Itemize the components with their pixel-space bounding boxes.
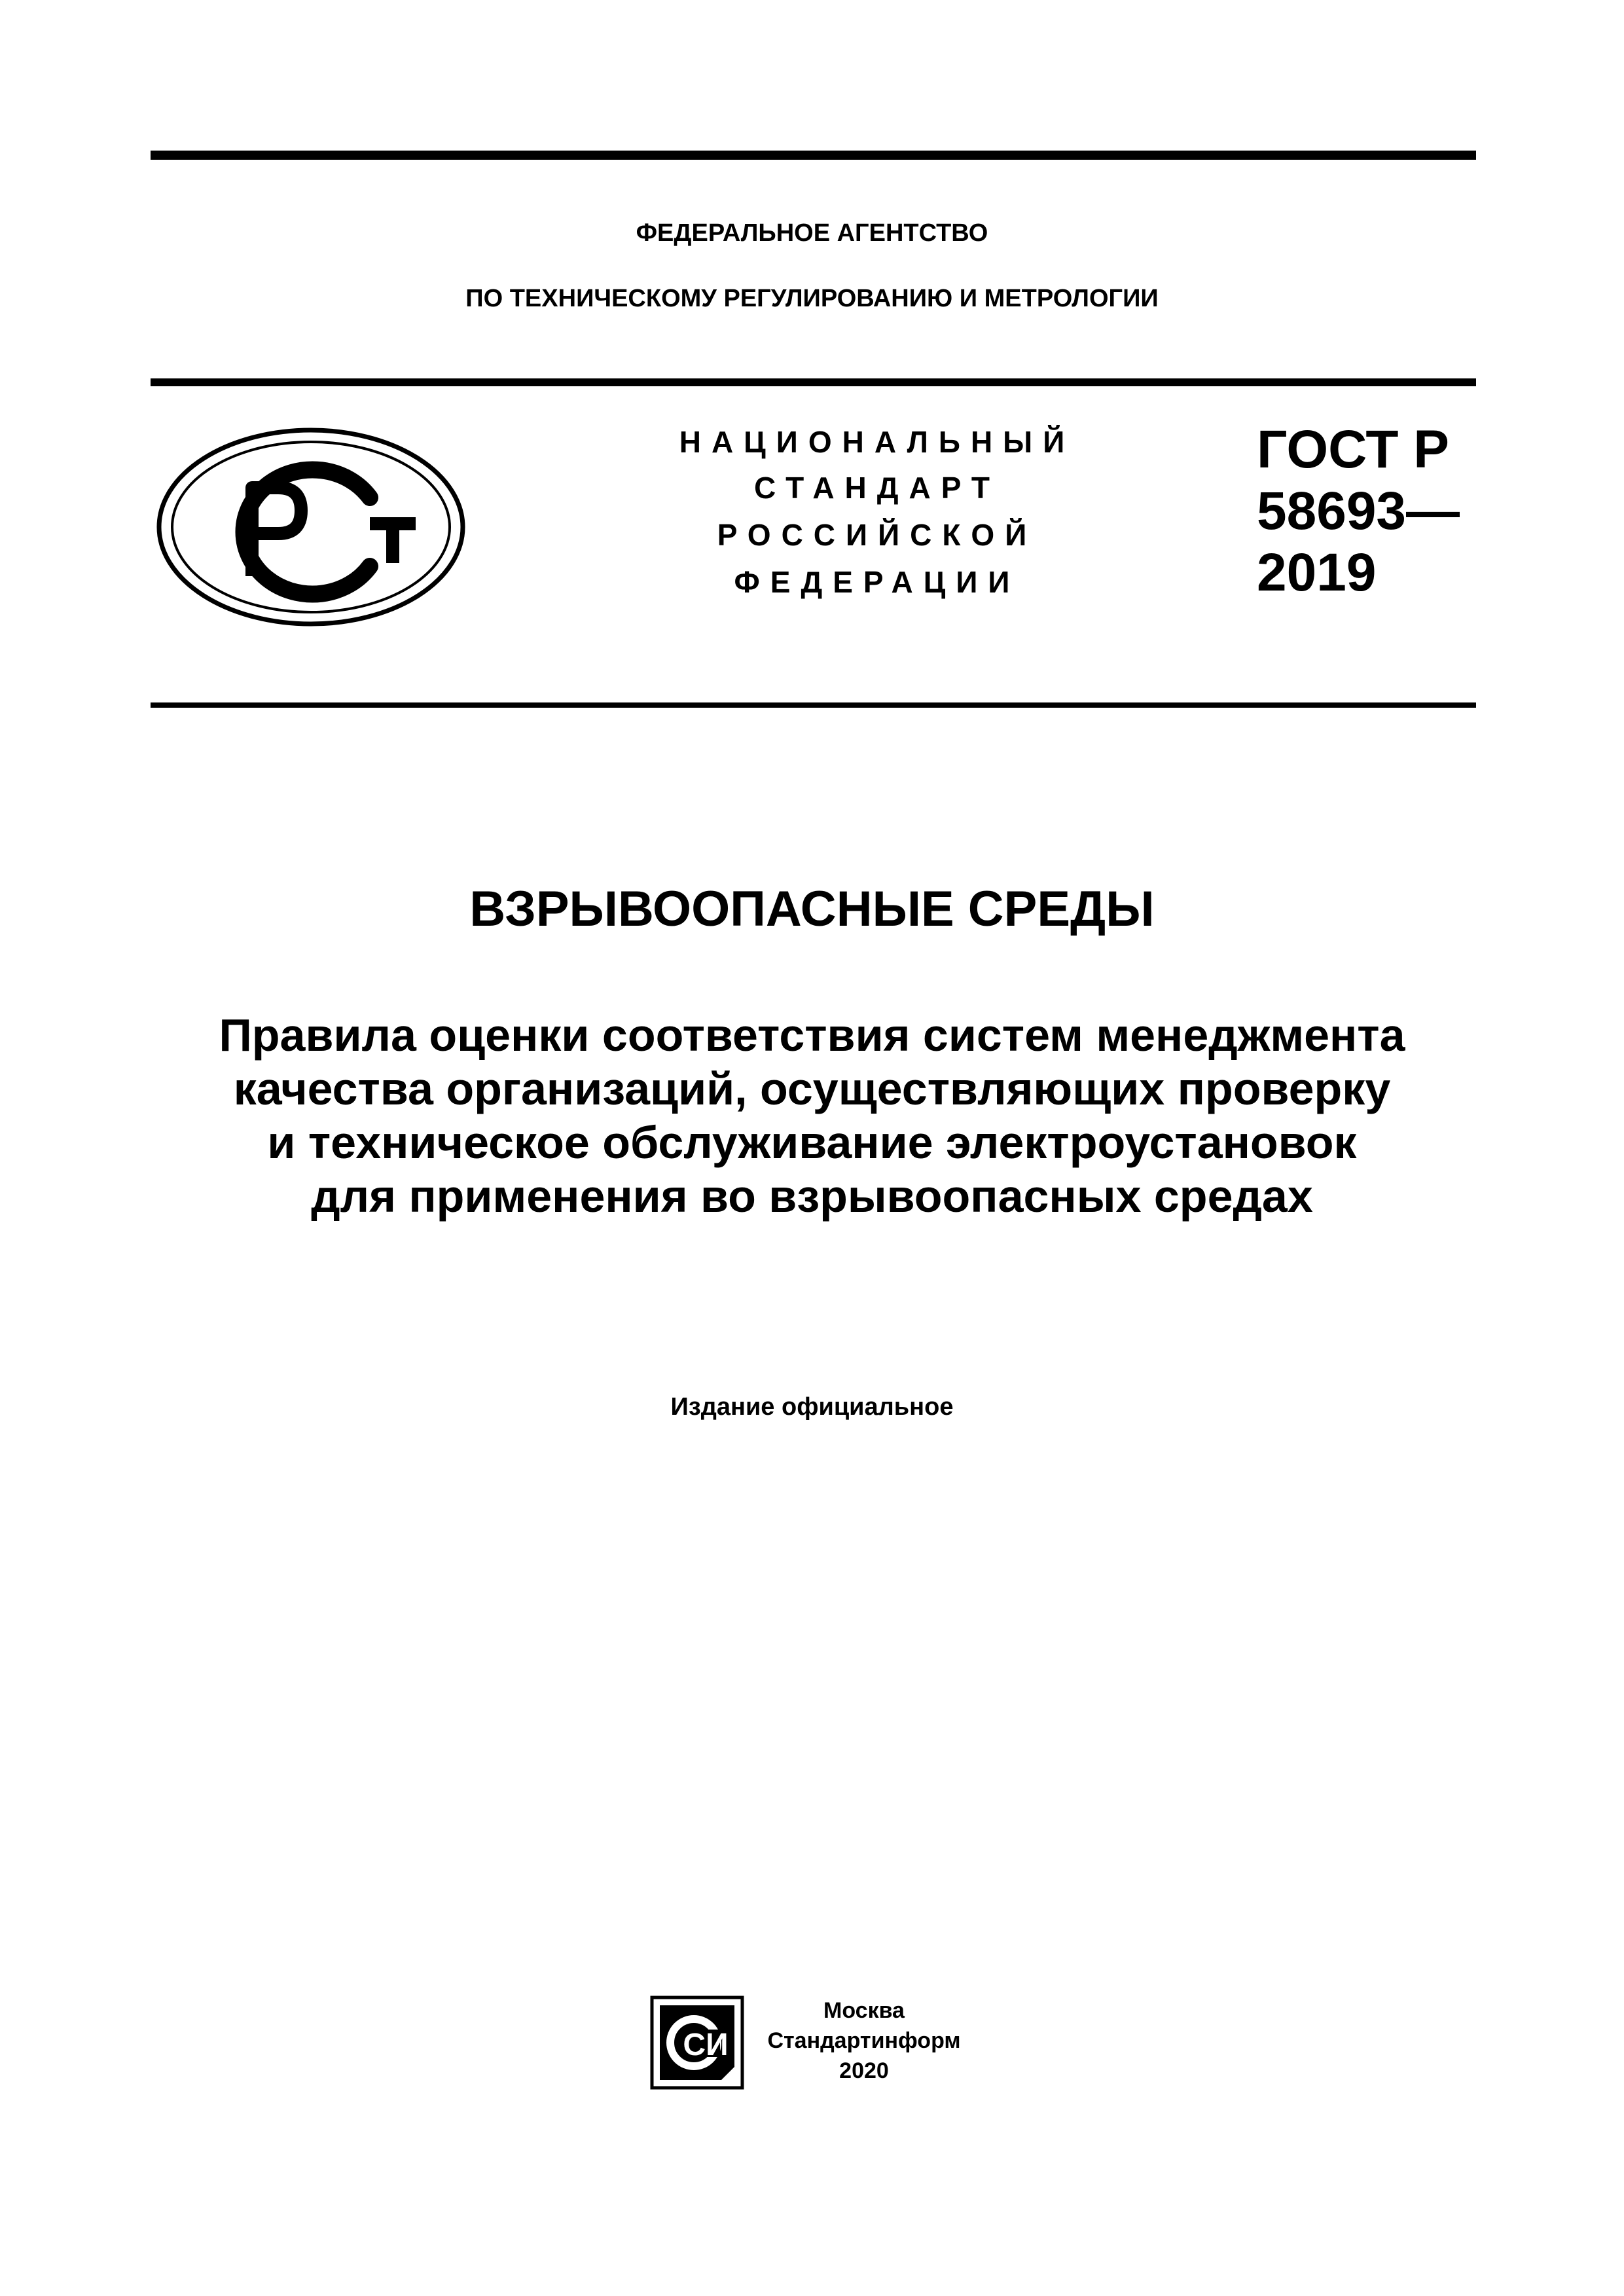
standard-type-3: РОССИЙСКОЙ	[717, 518, 1038, 552]
subtitle-line: Правила оценки соответствия систем менеджмента	[219, 1010, 1405, 1061]
rst-logo	[154, 426, 468, 629]
header-rule	[151, 378, 1476, 386]
gost-designation	[1257, 419, 1460, 604]
agency-line-1: ФЕДЕРАЛЬНОЕ АГЕНТСТВО	[636, 219, 988, 247]
svg-text:СИ: СИ	[683, 2028, 729, 2062]
subtitle-line: качества организаций, осуществляющих проверку	[233, 1063, 1391, 1114]
publisher-year: 2020	[839, 2058, 889, 2083]
agency-line-2: ПО ТЕХНИЧЕСКОМУ РЕГУЛИРОВАНИЮ И МЕТРОЛОГИИ	[465, 285, 1159, 312]
standard-type-1: НАЦИОНАЛЬНЫЙ	[679, 425, 1075, 459]
top-rule	[151, 151, 1476, 160]
edition-label: Издание официальное	[670, 1393, 954, 1421]
standard-type-2: СТАНДАРТ	[754, 471, 1000, 505]
gost-number: 58693—	[1257, 481, 1460, 541]
gost-year: 2019	[1257, 543, 1377, 602]
standard-type-4: ФЕДЕРАЦИИ	[734, 565, 1020, 599]
document-title: ВЗРЫВООПАСНЫЕ СРЕДЫ	[469, 881, 1155, 937]
publisher-name: Стандартинформ	[767, 2028, 961, 2053]
subtitle-line: для применения во взрывоопасных средах	[311, 1171, 1313, 1222]
publisher-block	[753, 1995, 975, 2086]
subtitle-line: и техническое обслуживание электроустановок	[267, 1117, 1357, 1168]
publisher-city: Москва	[823, 1998, 905, 2023]
standartinform-logo	[648, 1994, 746, 2092]
gost-prefix: ГОСТ Р	[1257, 420, 1449, 479]
standard-rule	[151, 702, 1476, 708]
document-subtitle	[0, 1008, 1624, 1223]
